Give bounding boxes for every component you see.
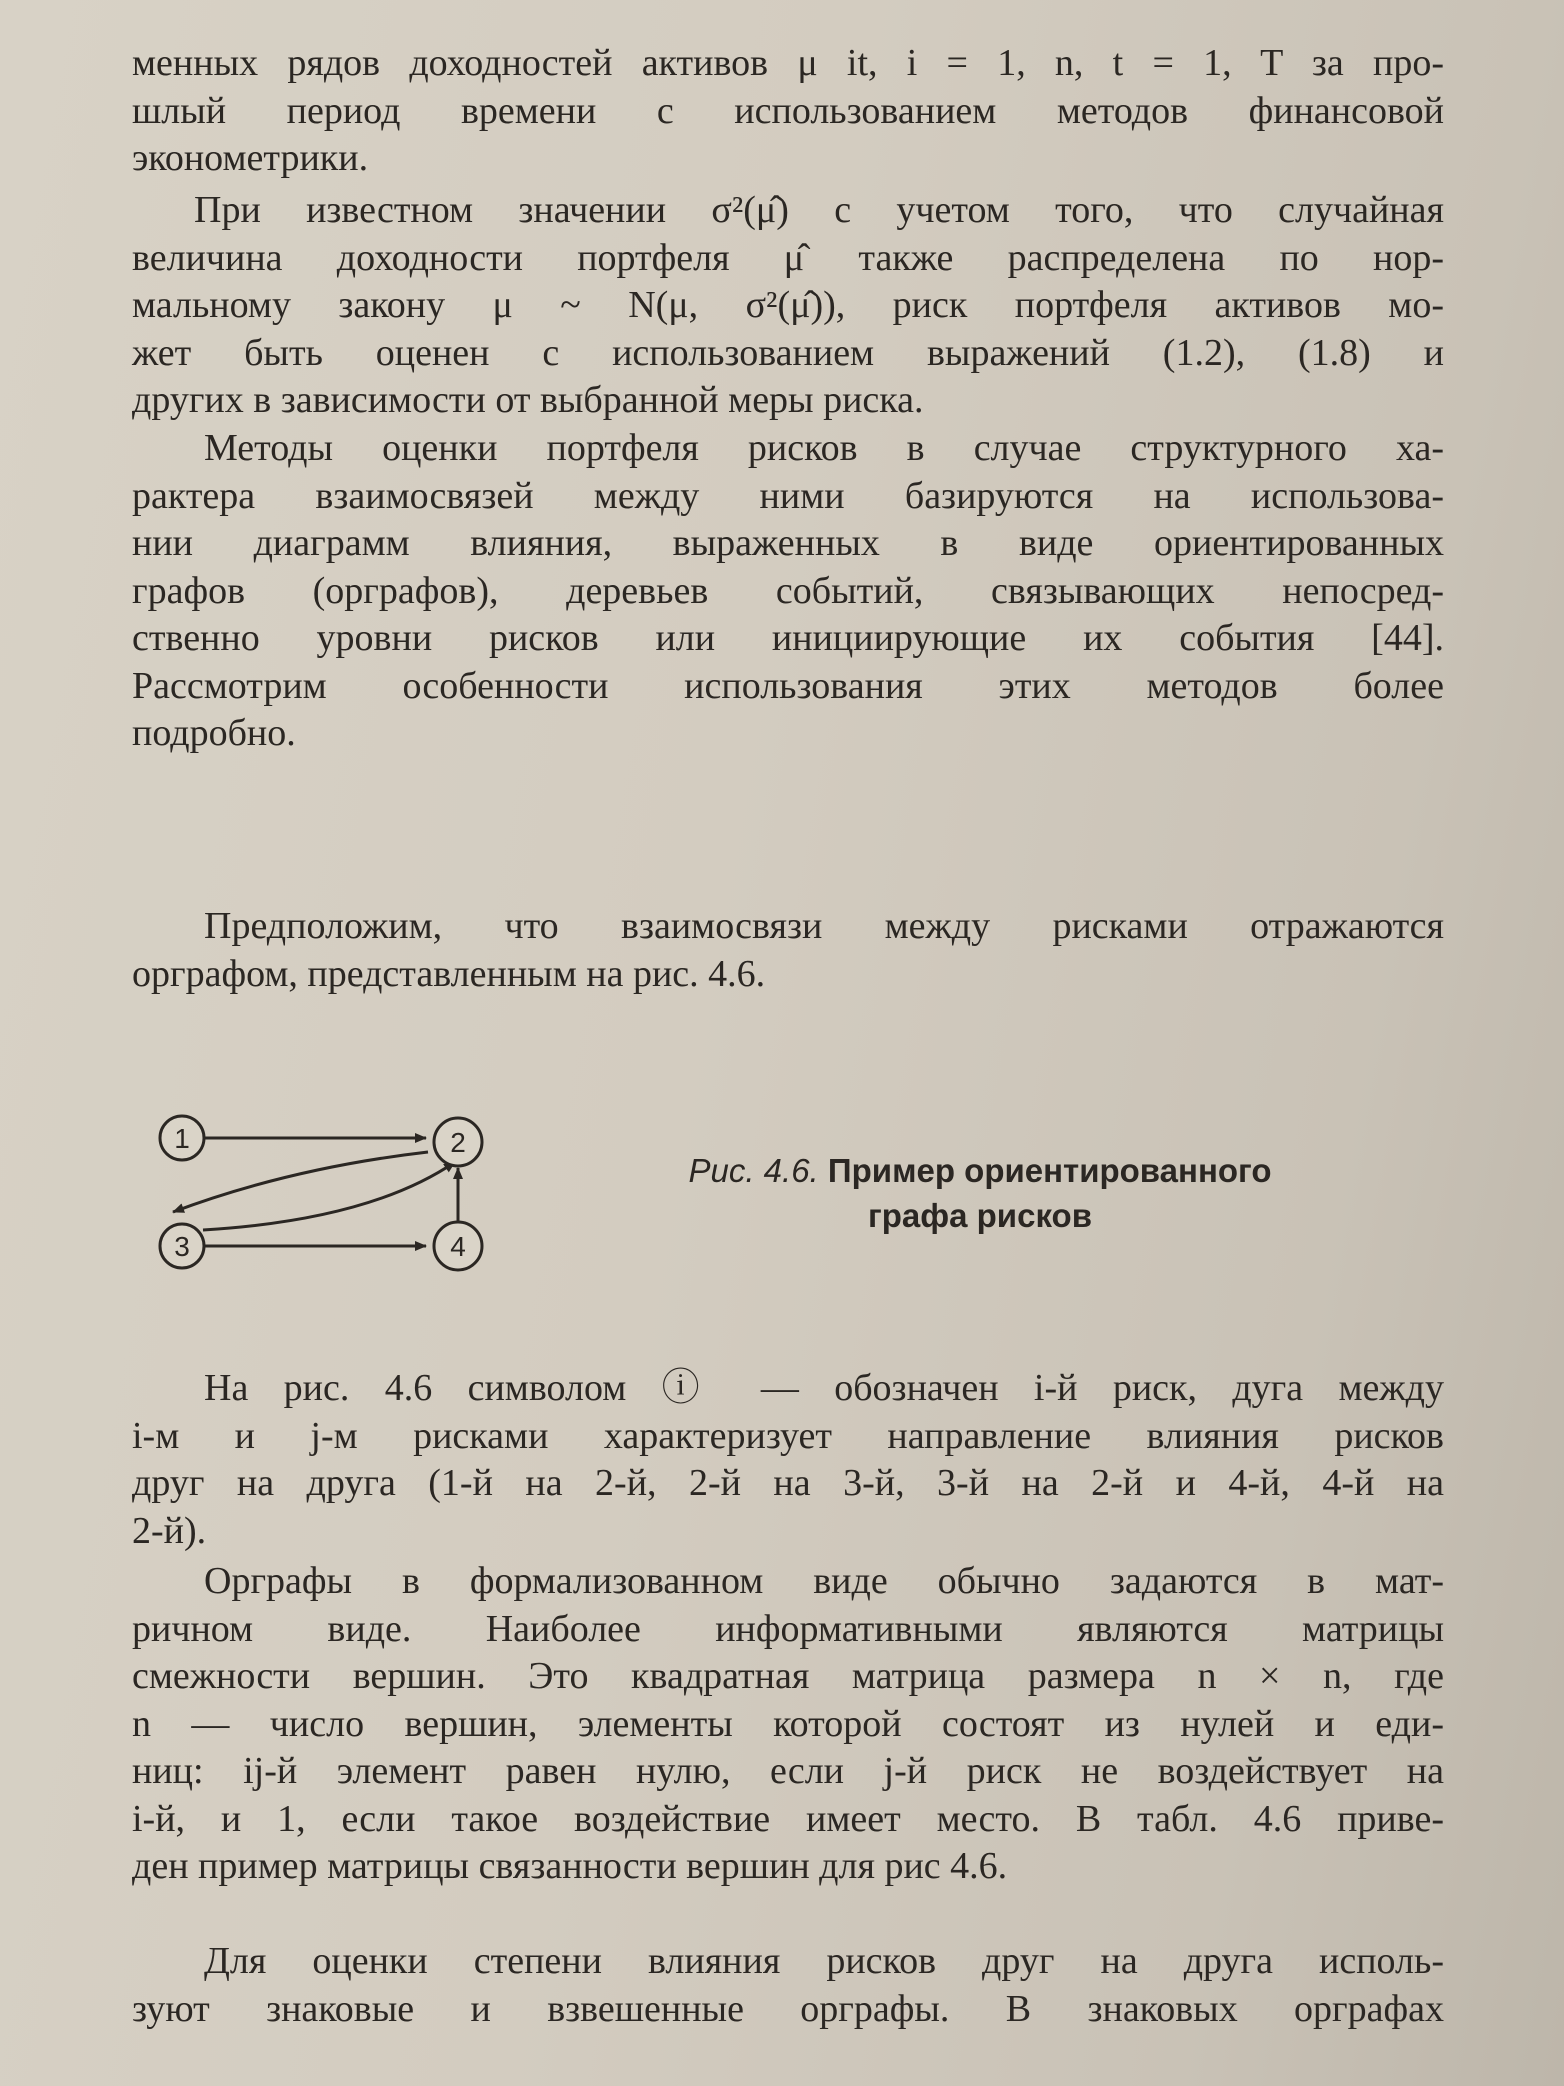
paragraph-1 [132, 40, 1444, 183]
text-line: 2-й). [132, 1509, 207, 1552]
node-4-label: 4 [450, 1231, 466, 1262]
text-line: шлый период времени с использованием методов финансовой [132, 89, 1444, 132]
figure-caption [600, 1148, 1360, 1238]
text-line: i-м и j-м рисками характеризует направление влияния рисков [132, 1414, 1444, 1457]
text-line: орграфом, представленным на рис. 4.6. [132, 952, 766, 995]
paragraph-3 [132, 425, 1444, 758]
paragraph-6 [132, 1558, 1444, 1891]
node-3-label: 3 [174, 1231, 190, 1262]
text-line: Методы оценки портфеля рисков в случае структурного ха- [204, 427, 1444, 469]
paragraph-4 [132, 903, 1444, 998]
caption-title-line1: Пример ориентированного [827, 1152, 1272, 1189]
node-2-label: 2 [450, 1127, 466, 1158]
text-line: величина доходности портфеля μ̂ также распределена по нор- [132, 236, 1444, 279]
text-line: На рис. 4.6 символом ⓘ — обозначен i-й риск, дуга между [204, 1367, 1444, 1409]
caption-label: Рис. 4.6. [688, 1152, 819, 1189]
edge-2-3 [173, 1152, 428, 1212]
text-line: n — число вершин, элементы которой состоят из нулей и еди- [132, 1702, 1444, 1745]
text-line: i-й, и 1, если такое воздействие имеет место. В табл. 4.6 приве- [132, 1797, 1444, 1840]
paragraph-2 [132, 187, 1444, 425]
text-line: подробно. [132, 712, 296, 754]
caption-title-line2: графа рисков [868, 1197, 1092, 1234]
text-line: ден пример матрицы связанности вершин для рис 4.6. [132, 1845, 1008, 1887]
text-line: смежности вершин. Это квадратная матрица размера n × n, где [132, 1655, 1444, 1697]
text-line: При известном значении σ²(μ̂) с учетом того, что случайная [194, 189, 1444, 231]
paragraph-5 [132, 1365, 1444, 1555]
text-line: менных рядов доходностей активов μ it, i = 1, n, t = 1, T за про- [132, 42, 1444, 84]
text-line: других в зависимости от выбранной меры риска. [132, 379, 924, 421]
text-line: эконометрики. [132, 137, 369, 179]
text-line: Для оценки степени влияния рисков друг на друга исполь- [204, 1940, 1444, 1982]
text-line: графов (орграфов), деревьев событий, связывающих непосред- [132, 569, 1444, 612]
text-line: нии диаграмм влияния, выраженных в виде ориентированных [132, 522, 1444, 564]
text-line: ричном виде. Наиболее информативными являются матрицы [132, 1607, 1444, 1650]
text-line: друг на друга (1-й на 2-й, 2-й на 3-й, 3-й на 2-й и 4-й, 4-й на [132, 1462, 1444, 1504]
text-line: Орграфы в формализованном виде обычно задаются в мат- [204, 1560, 1444, 1602]
text-line: зуют знаковые и взвешенные орграфы. В знаковых орграфах [132, 1987, 1444, 2030]
text-line: ственно уровни рисков или инициирующие их события [44]. [132, 617, 1444, 659]
text-line: рактера взаимосвязей между ними базируются на использова- [132, 474, 1444, 517]
risk-digraph-figure [140, 1100, 540, 1280]
text-line: мальному закону μ ~ N(μ, σ²(μ̂)), риск портфеля активов мо- [132, 284, 1444, 326]
text-line: Рассмотрим особенности использования этих методов более [132, 664, 1444, 707]
text-line: жет быть оценен с использованием выражений (1.2), (1.8) и [132, 331, 1444, 374]
edge-3-2 [203, 1162, 455, 1230]
text-line: Предположим, что взаимосвязи между рисками отражаются [204, 905, 1444, 947]
paragraph-7 [132, 1938, 1444, 2033]
text-line: ниц: ij-й элемент равен нулю, если j-й риск не воздействует на [132, 1750, 1444, 1792]
node-1-label: 1 [174, 1123, 190, 1154]
